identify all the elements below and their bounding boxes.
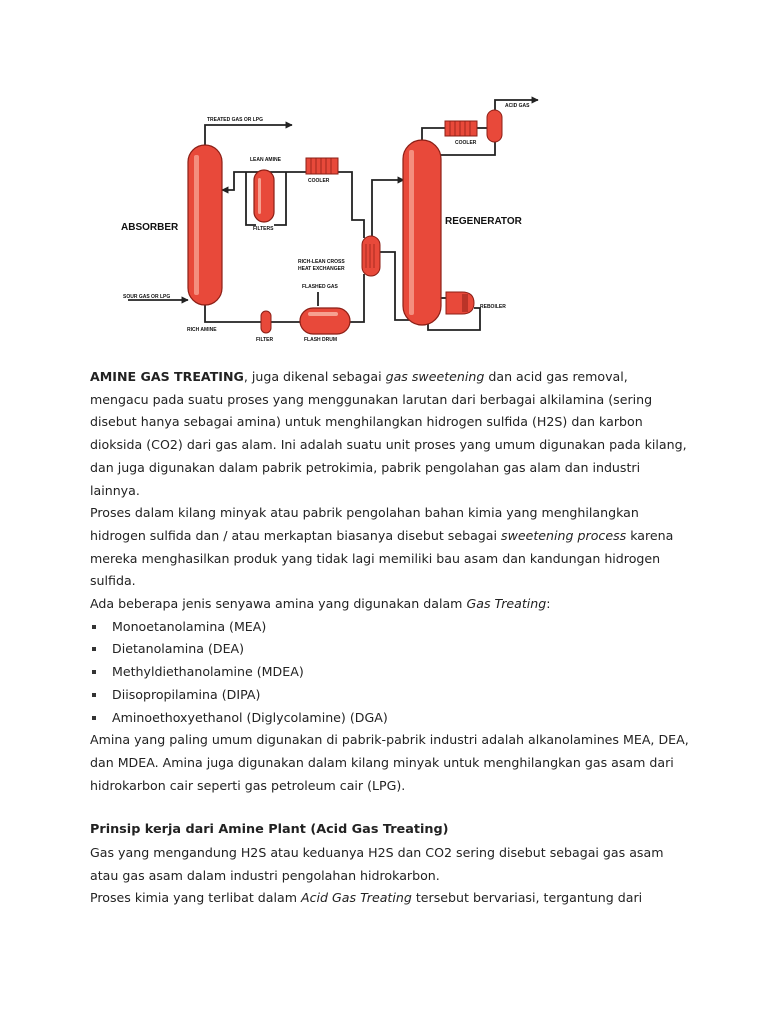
section-heading: Prinsip kerja dari Amine Plant (Acid Gas Treating) [90, 822, 449, 838]
text-run: Ada beberapa jenis senyawa amina yang digunakan dalam [90, 596, 467, 612]
document-body [90, 366, 690, 910]
overhead-cooler [445, 121, 477, 136]
term-acid-gas-treating: Acid Gas Treating [301, 890, 412, 906]
amine-process-diagram [0, 0, 768, 350]
rich-amine-to-regen-line [372, 180, 404, 238]
label-flash-drum: FLASH DRUM [304, 337, 338, 343]
text-run: dan acid gas removal, mengacu pada suatu proses yang menggunakan larutan dari berbagai alkilamina (sering disebut hanya sebagai amina) untuk menghilangkan hidrogen sulfida (H2S) dan karbon dioksida (CO2) dari gas alam. Ini adalah suatu unit proses yang umum digunakan pada kilang, dan juga digunakan dalam pabrik petrokimia, pabrik pengolahan gas alam dan industri lainnya. [90, 369, 687, 498]
rich-lean-heat-exchanger [362, 236, 380, 276]
label-rich-lean-1: RICH-LEAN CROSS [298, 259, 345, 265]
spacer [90, 797, 690, 819]
paragraph-process [90, 887, 690, 910]
list-item: Methyldiethanolamine (MDEA) [90, 661, 690, 684]
text-run: , juga dikenal sebagai [243, 369, 386, 384]
label-flashed-gas: FLASHED GAS [302, 284, 338, 290]
list-item: Dietanolamina (DEA) [90, 638, 690, 661]
list-item: Aminoethoxyethanol (Diglycolamine) (DGA) [90, 707, 690, 730]
list-item: Diisopropilamina (DIPA) [90, 684, 690, 707]
term-gas-treating: Gas Treating [466, 596, 547, 612]
term-sweetening-process: sweetening process [501, 527, 627, 543]
label-lean-amine: LEAN AMINE [250, 157, 281, 163]
reboiler [446, 292, 474, 314]
text-run: Proses dalam kilang minyak atau pabrik pengolahan bahan kimia yang menghilangkan hidrogen sulfida dan / atau merkaptan biasanya disebut sebagai [90, 505, 639, 543]
text-run: karena mereka menghasilkan produk yang tidak lagi memiliki bau asam dan kandungan hidrogen sulfida. [90, 527, 674, 589]
term-amine-gas-treating: AMINE GAS TREATING [90, 369, 244, 384]
label-reboiler: REBOILER [480, 304, 506, 310]
label-rich-amine: RICH AMINE [187, 327, 217, 333]
filters-vessel [254, 170, 274, 222]
paragraph-amine-types [90, 593, 690, 616]
flash-drum [300, 308, 350, 334]
lean-to-cooler-line [337, 172, 364, 238]
text-run: : [546, 596, 551, 612]
paragraph-sour-gas: Gas yang mengandung H2S atau keduanya H2S dan CO2 sering disebut sebagai gas asam atau gas asam dalam industri pengolahan hidrokarbon. [90, 845, 664, 883]
label-acid-gas: ACID GAS [505, 103, 530, 109]
label-cooler-top: COOLER [455, 140, 477, 146]
rich-amine-line [205, 303, 300, 322]
reflux-drum [487, 110, 502, 142]
paragraph-intro [90, 366, 690, 502]
label-absorber: ABSORBER [121, 222, 179, 233]
label-rich-lean-2: HEAT EXCHANGER [298, 266, 345, 272]
label-treated-gas: TREATED GAS OR LPG [207, 117, 264, 123]
rich-amine-filter [261, 311, 271, 333]
lean-amine-cooler [306, 158, 338, 174]
paragraph-common-amines: Amina yang paling umum digunakan di pabrik-pabrik industri adalah alkanolamines MEA, DEA, dan MDEA. Amina juga digunakan dalam kilang minyak untuk menghilangkan gas asam dari hidrokarbon cair seperti gas petroleum cair (LPG). [90, 732, 689, 793]
term-gas-sweetening: gas sweetening [385, 369, 485, 384]
label-cooler-lean: COOLER [308, 178, 330, 184]
label-filter: FILTER [256, 337, 274, 343]
label-filters: FILTERS [253, 226, 274, 232]
label-regenerator: REGENERATOR [445, 216, 522, 227]
flash-to-hx-line [349, 274, 364, 322]
paragraph-sweetening [90, 502, 690, 593]
amine-list [90, 616, 690, 730]
filter-loop-return [274, 172, 286, 225]
list-item: Monoetanolamina (MEA) [90, 616, 690, 639]
regenerator-column [403, 140, 441, 325]
absorber-column [188, 145, 222, 305]
text-run: Proses kimia yang terlibat dalam [90, 890, 301, 906]
text-run: tersebut bervariasi, tergantung dari [411, 890, 643, 906]
treated-gas-line [205, 125, 292, 147]
label-sour-gas: SOUR GAS OR LPG [123, 294, 171, 300]
